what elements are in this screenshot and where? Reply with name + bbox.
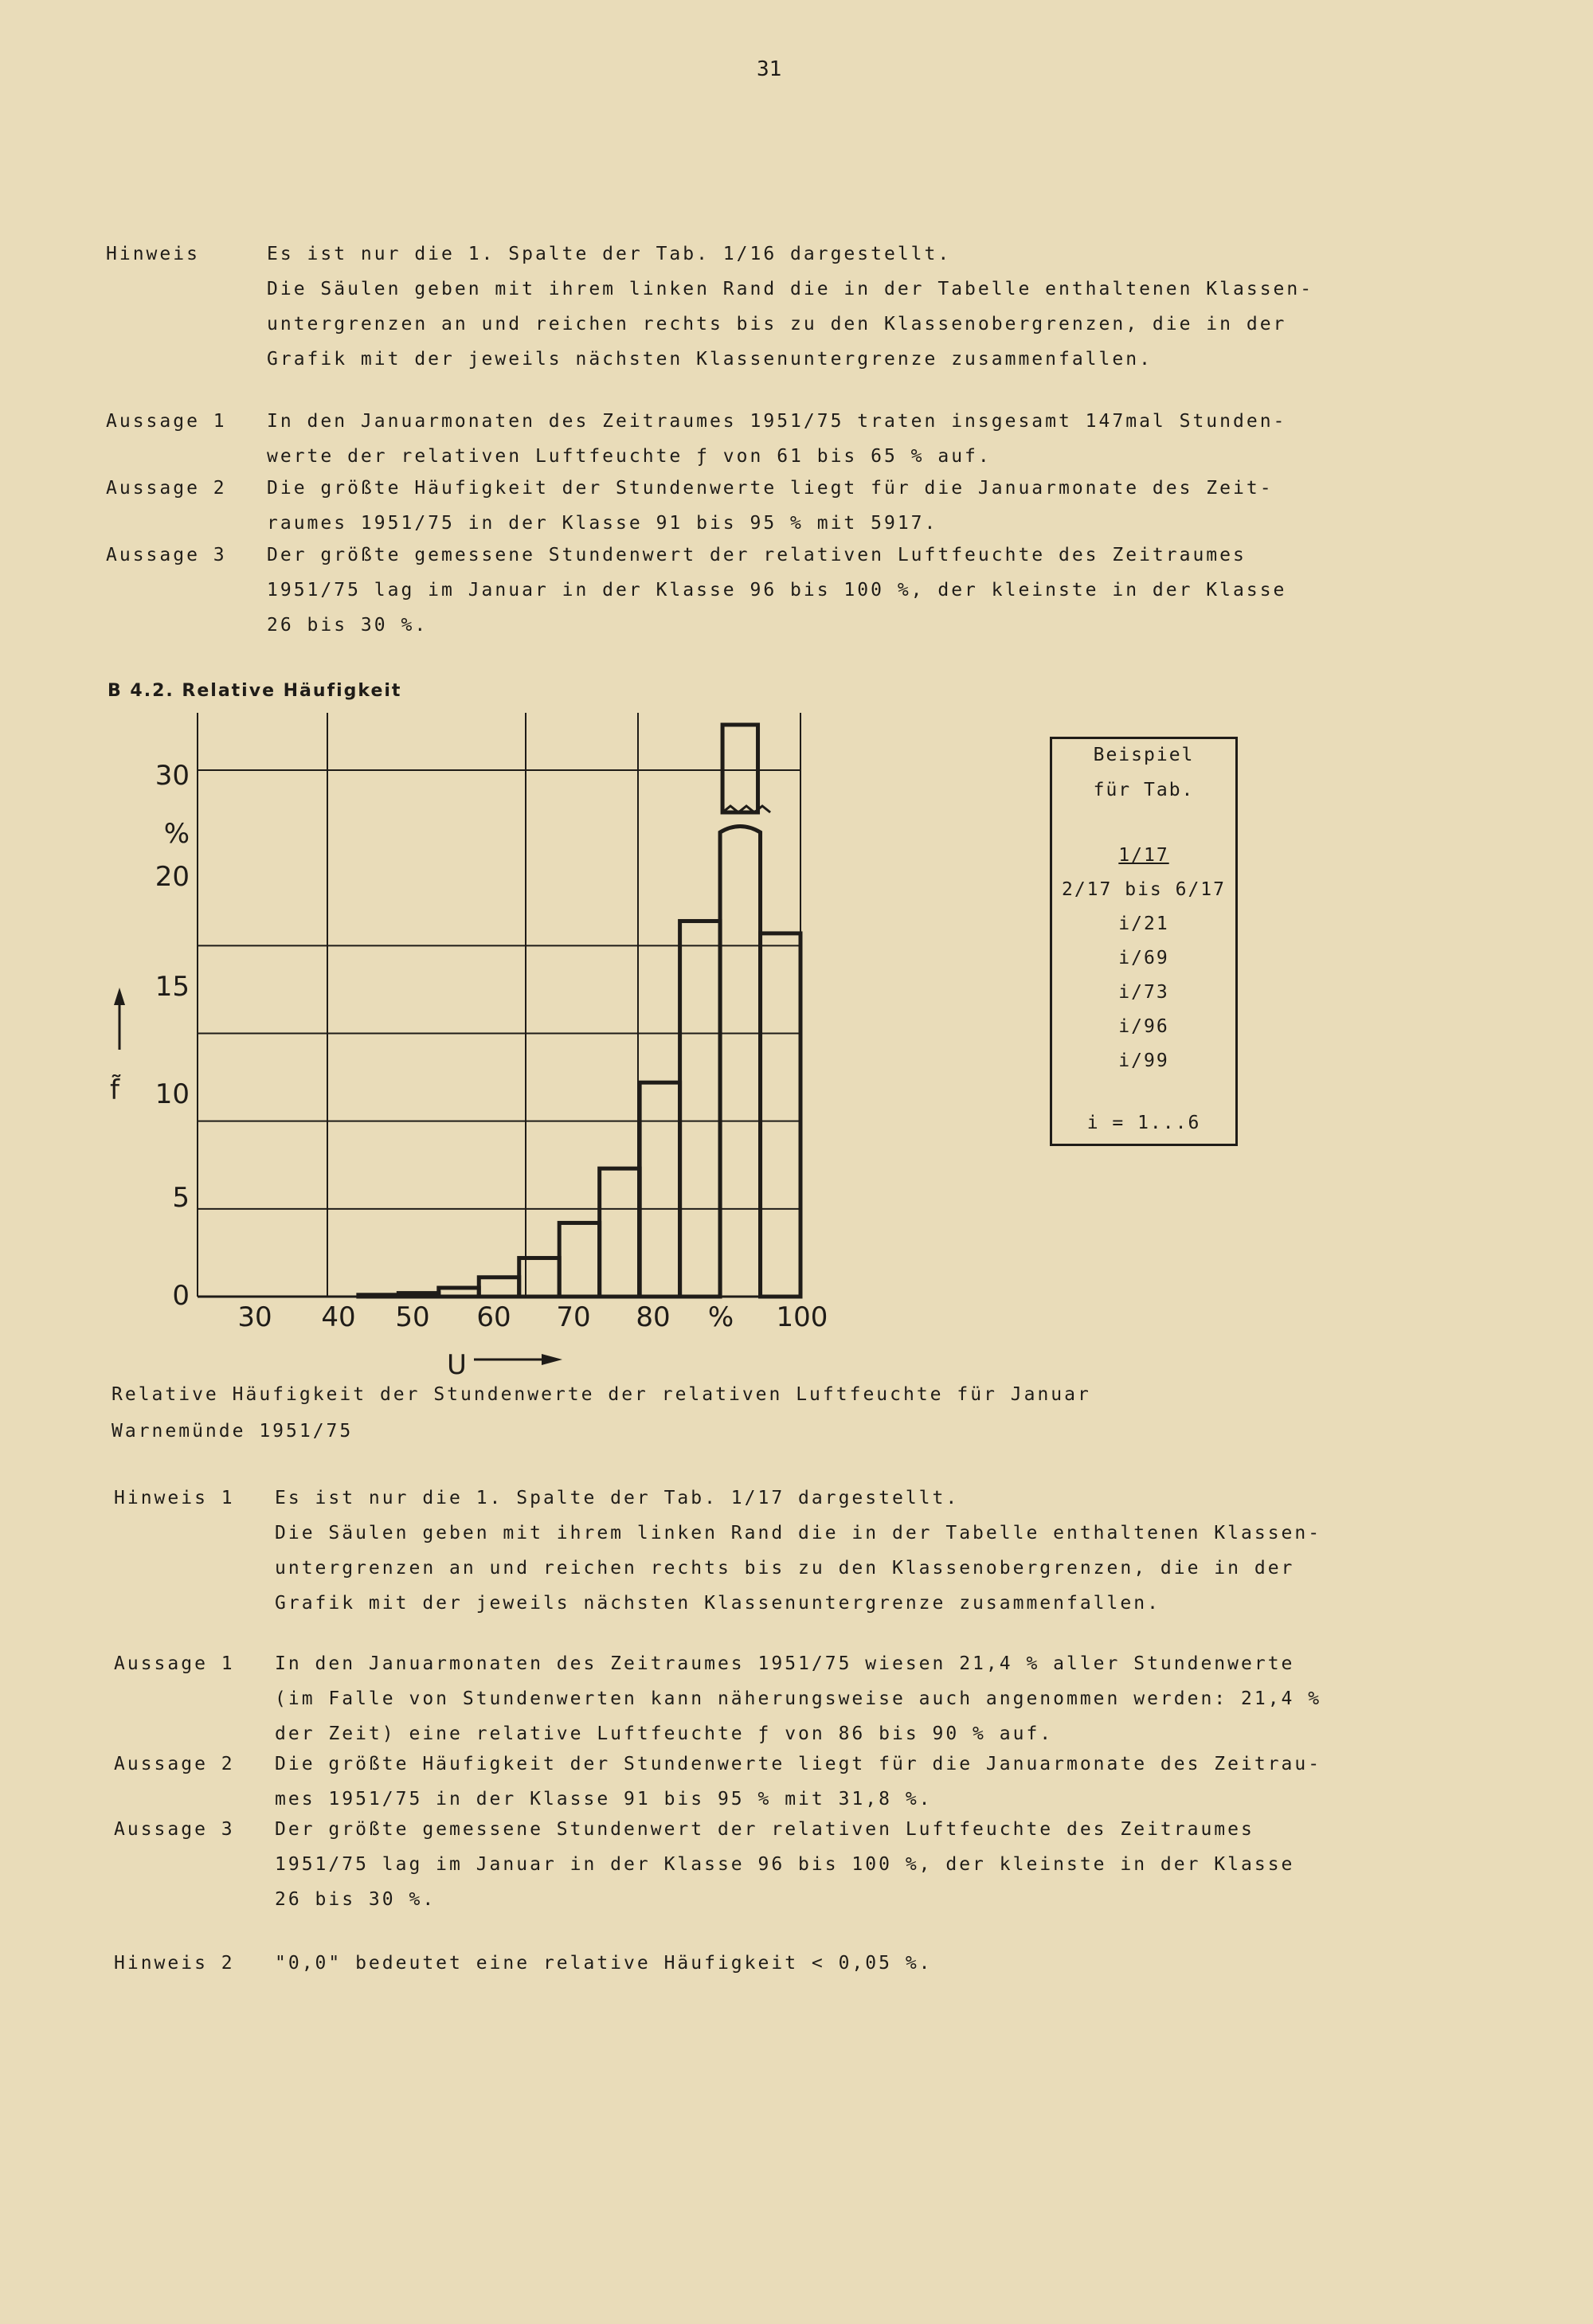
note-label: Hinweis 1 xyxy=(114,1488,235,1508)
histogram-bar xyxy=(398,1293,438,1297)
x-tick-label: 30 xyxy=(237,1301,272,1333)
note-label: Aussage 2 xyxy=(106,478,227,499)
chart-bars xyxy=(358,725,800,1297)
example-subtitle: für Tab. xyxy=(1093,780,1195,800)
note-label: Aussage 2 xyxy=(114,1754,235,1774)
bottom-note-hinweis-2 xyxy=(0,1953,1593,1988)
y-tick-label: 0 xyxy=(172,1280,190,1312)
y-tick-label: 5 xyxy=(172,1182,190,1214)
histogram-bar xyxy=(559,1223,599,1297)
note-label: Hinweis 2 xyxy=(114,1953,235,1974)
figure-caption-line-2: Warnemünde 1951/75 xyxy=(112,1421,354,1442)
note-label: Aussage 1 xyxy=(106,411,227,432)
note-line: Die größte Häufigkeit der Stundenwerte liegt für die Januarmonate des Zeitrau- xyxy=(275,1754,1322,1774)
y-axis-label: f̃ xyxy=(110,1074,119,1106)
note-label: Aussage 1 xyxy=(114,1653,235,1674)
x-tick-label: 40 xyxy=(321,1301,356,1333)
chart-ticks xyxy=(155,760,828,1333)
note-line: untergrenzen an und reichen rechts bis zu den Klassenobergrenzen, die in der xyxy=(275,1558,1295,1579)
histogram-bar xyxy=(720,827,760,1297)
histogram-bar xyxy=(600,1168,640,1297)
example-line: i/96 xyxy=(1118,1016,1169,1037)
note-line: Grafik mit der jeweils nächsten Klassenuntergrenze zusammenfallen. xyxy=(275,1593,1161,1614)
note-line: 26 bis 30 %. xyxy=(267,615,429,636)
note-line: 1951/75 lag im Januar in der Klasse 96 bis 100 %, der kleinste in der Klasse xyxy=(267,580,1287,601)
note-line: Grafik mit der jeweils nächsten Klassenuntergrenze zusammenfallen. xyxy=(267,349,1153,370)
y-tick-label: % xyxy=(163,818,190,850)
histogram-bar xyxy=(761,933,800,1297)
note-line: Die Säulen geben mit ihrem linken Rand die in der Tabelle enthaltenen Klassen- xyxy=(267,279,1314,299)
note-line: Der größte gemessene Stundenwert der relativen Luftfeuchte des Zeitraumes xyxy=(267,545,1247,565)
note-line: In den Januarmonaten des Zeitraumes 1951/75 wiesen 21,4 % aller Stundenwerte xyxy=(275,1653,1295,1674)
x-axis-label: U xyxy=(447,1349,467,1381)
example-line: 1/17 xyxy=(1118,845,1169,866)
y-arrow-head xyxy=(114,988,125,1005)
example-title: Beispiel xyxy=(1093,745,1195,765)
chart-grid xyxy=(198,713,800,1297)
example-footer: i = 1...6 xyxy=(1086,1113,1201,1133)
note-line: Es ist nur die 1. Spalte der Tab. 1/16 dargestellt. xyxy=(267,244,952,264)
x-tick-label: 80 xyxy=(636,1301,671,1333)
note-label: Hinweis xyxy=(106,244,200,264)
figure-caption-line-1: Relative Häufigkeit der Stundenwerte der relativen Luftfeuchte für Januar xyxy=(112,1384,1091,1405)
bottom-note-aussage-3 xyxy=(0,1819,1593,1924)
y-tick-label: 30 xyxy=(155,760,190,792)
note-line: werte der relativen Luftfeuchte ƒ von 61 bis 65 % auf. xyxy=(267,446,992,467)
x-tick-label: % xyxy=(707,1301,734,1333)
x-tick-label: 50 xyxy=(395,1301,430,1333)
x-tick-label: 70 xyxy=(556,1301,591,1333)
histogram-bar xyxy=(439,1288,479,1297)
note-line: Es ist nur die 1. Spalte der Tab. 1/17 dargestellt. xyxy=(275,1488,960,1508)
histogram-bar xyxy=(680,921,720,1297)
note-line: untergrenzen an und reichen rechts bis zu den Klassenobergrenzen, die in der xyxy=(267,314,1287,335)
example-line: i/21 xyxy=(1118,914,1169,934)
note-line: "0,0" bedeutet eine relative Häufigkeit < 0,05 %. xyxy=(275,1953,933,1974)
histogram-bar xyxy=(479,1277,519,1297)
histogram-bar-clipped-top xyxy=(722,725,757,812)
note-line: Der größte gemessene Stundenwert der relativen Luftfeuchte des Zeitraumes xyxy=(275,1819,1254,1840)
note-line: der Zeit) eine relative Luftfeuchte ƒ von 86 bis 90 % auf. xyxy=(275,1723,1054,1744)
x-tick-label: 60 xyxy=(476,1301,511,1333)
section-title: B 4.2. Relative Häufigkeit xyxy=(108,681,402,701)
note-line: (im Falle von Stundenwerten kann näherungsweise auch angenommen werden: 21,4 % xyxy=(275,1688,1322,1709)
x-tick-label: 100 xyxy=(776,1301,828,1333)
example-line: i/73 xyxy=(1118,982,1169,1003)
y-axis-title xyxy=(110,988,125,1106)
example-box xyxy=(1050,737,1238,1146)
y-tick-label: 10 xyxy=(155,1078,190,1110)
example-line: 2/17 bis 6/17 xyxy=(1061,879,1226,900)
example-line: i/99 xyxy=(1118,1050,1169,1071)
note-line: raumes 1951/75 in der Klasse 91 bis 95 % mit 5917. xyxy=(267,513,938,534)
bottom-note-aussage-2 xyxy=(0,1754,1593,1824)
y-tick-label: 15 xyxy=(155,971,190,1003)
note-label: Aussage 3 xyxy=(106,545,227,565)
y-tick-label: 20 xyxy=(155,861,190,893)
x-arrow-head xyxy=(542,1354,562,1365)
note-line: 1951/75 lag im Januar in der Klasse 96 bis 100 %, der kleinste in der Klasse xyxy=(275,1854,1295,1875)
example-line: i/69 xyxy=(1118,948,1169,968)
bottom-note-aussage-1 xyxy=(0,1653,1593,1759)
x-axis-title xyxy=(447,1349,562,1381)
histogram-bar xyxy=(358,1295,398,1297)
note-line: Die Säulen geben mit ihrem linken Rand die in der Tabelle enthaltenen Klassen- xyxy=(275,1523,1322,1543)
note-line: In den Januarmonaten des Zeitraumes 1951/75 traten insgesamt 147mal Stunden- xyxy=(267,411,1287,432)
note-line: mes 1951/75 in der Klasse 91 bis 95 % mit 31,8 %. xyxy=(275,1789,933,1810)
note-line: 26 bis 30 %. xyxy=(275,1889,436,1910)
page-number: 31 xyxy=(757,57,782,81)
note-line: Die größte Häufigkeit der Stundenwerte liegt für die Januarmonate des Zeit- xyxy=(267,478,1274,499)
note-label: Aussage 3 xyxy=(114,1819,235,1840)
bottom-note-hinweis-1 xyxy=(0,1488,1593,1628)
histogram-bar xyxy=(640,1082,679,1297)
